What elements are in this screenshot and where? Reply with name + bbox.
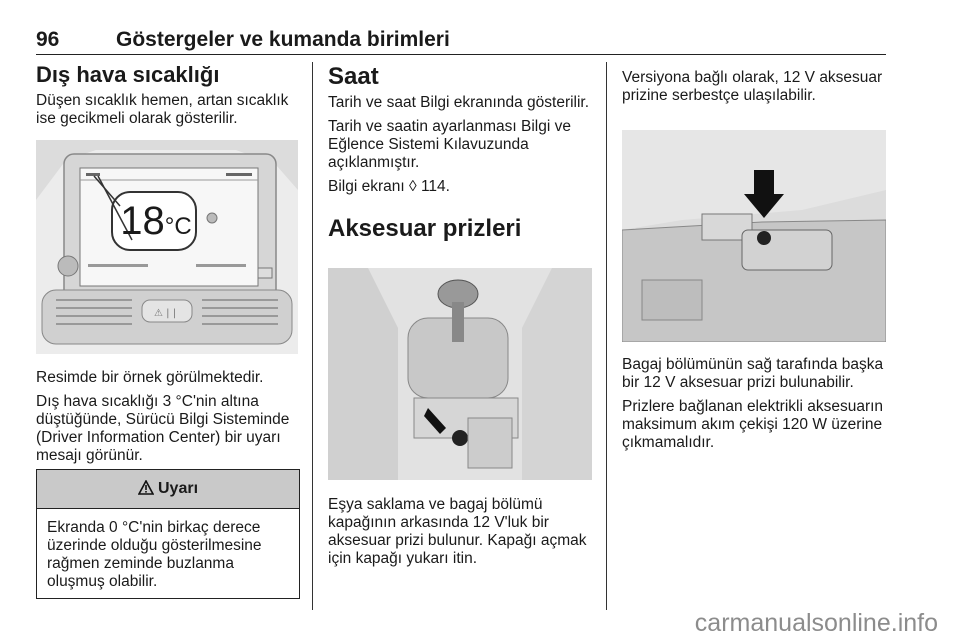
svg-text:⚠ | |: ⚠ | | xyxy=(154,308,177,319)
column-divider xyxy=(312,62,313,610)
warning-header xyxy=(37,470,299,509)
figure-dashboard-display xyxy=(36,140,298,354)
column-accessory-text xyxy=(328,496,594,568)
console-illustration xyxy=(328,268,592,480)
column-luggage-text xyxy=(622,356,888,452)
column-accessory-continued xyxy=(622,62,888,105)
max-current-paragraph: Prizlere bağlanan elektrikli aksesuarın maksimum akım çekişi 120 W üzerine çıkmamalıdır. xyxy=(622,398,884,451)
display-temperature-readout xyxy=(116,196,196,246)
column-divider xyxy=(606,62,607,610)
warning-title: Uyarı xyxy=(157,480,199,497)
version-paragraph: Versiyona bağlı olarak, 12 V aksesuar prizine serbestçe ulaşılabilir. xyxy=(622,69,883,104)
luggage-illustration xyxy=(622,130,886,342)
column-outside-temperature xyxy=(36,62,300,128)
figure-luggage-socket xyxy=(622,130,886,342)
warning-box xyxy=(36,469,300,599)
body-paragraph: Dış hava sıcaklığı 3 °C'nin altına düştüğünde, Sürücü Bilgi Sisteminde (Driver Information Center) bir uyarı mesajı görünür. xyxy=(36,393,290,464)
luggage-paragraph: Bagaj bölümünün sağ tarafında başka bir 12 V aksesuar prizi bulunabilir. xyxy=(622,356,884,391)
dashboard-illustration xyxy=(36,140,298,354)
clock-paragraph-2: Tarih ve saatin ayarlanması Bilgi ve Eğlence Sistemi Kılavuzunda açıklanmıştır. xyxy=(328,118,571,171)
section-heading-outside-temp: Dış hava sıcaklığı xyxy=(36,62,220,87)
clock-paragraph-1: Tarih ve saat Bilgi ekranında gösterilir. xyxy=(328,94,590,111)
watermark: carmanualsonline.info xyxy=(694,609,938,637)
display-temperature-unit: °C xyxy=(164,213,192,240)
warning-text: Ekranda 0 °C'nin birkaç derece üzerinde olduğu gösterilmesine rağmen zeminde buzlanma oluşmuş olabilir. xyxy=(47,519,262,590)
warning-triangle-icon xyxy=(138,480,154,498)
page-number: 96 xyxy=(36,28,60,51)
accessory-paragraph: Eşya saklama ve bagaj bölümü kapağının arkasında 12 V'luk bir aksesuar prizi bulunur. Kapağı açmak için kapağı yukarı itin. xyxy=(328,496,587,567)
clock-paragraph-3: Bilgi ekranı ◊ 114. xyxy=(328,178,450,195)
figure-center-console xyxy=(328,268,592,480)
page-title: Göstergeler ve kumanda birimleri xyxy=(116,28,450,51)
display-temperature-value: 18 xyxy=(120,199,165,243)
column-outside-temperature-text xyxy=(36,369,300,465)
section-heading-clock: Saat xyxy=(328,63,379,90)
section-heading-accessory-sockets: Aksesuar prizleri xyxy=(328,215,522,242)
page-header xyxy=(36,28,886,55)
column-clock xyxy=(328,62,594,244)
intro-paragraph: Düşen sıcaklık hemen, artan sıcaklık ise gecikmeli olarak gösterilir. xyxy=(36,92,289,127)
figure-caption: Resimde bir örnek görülmektedir. xyxy=(36,369,264,386)
